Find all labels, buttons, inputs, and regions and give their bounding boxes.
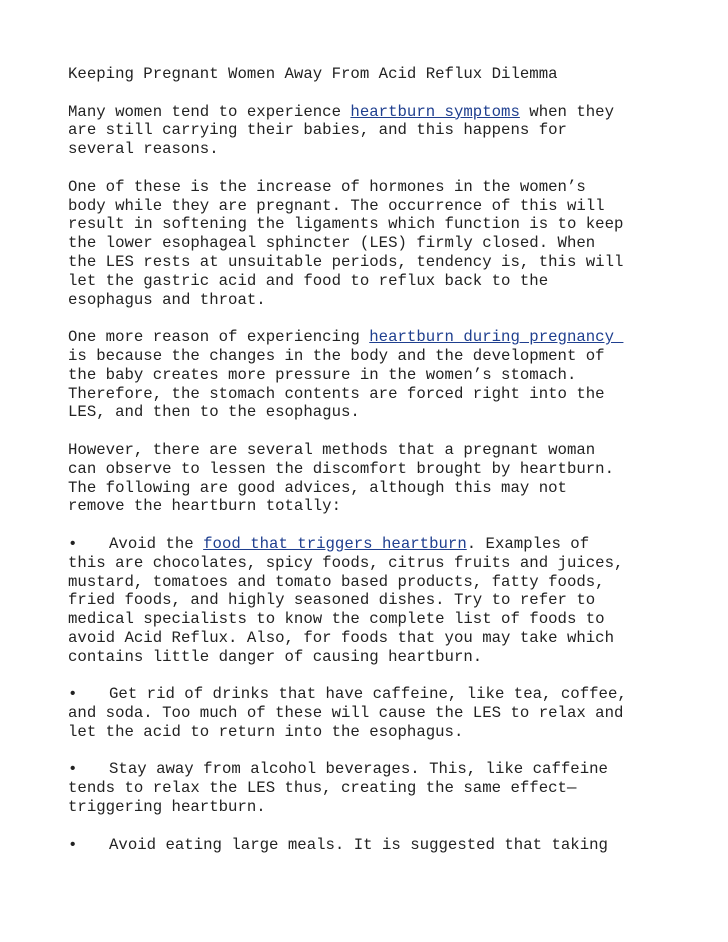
food-triggers-heartburn-link[interactable]: food that triggers heartburn	[203, 534, 467, 553]
paragraph-text: is because the changes in the body and the development of the baby creates more pressure in the women’s stomach. Therefore, the stomach contents are forced right into the LES, and then to the esophagus.	[68, 346, 605, 422]
paragraph-methods: However, there are several methods that a pregnant woman can observe to lessen the discomfort brought by heartburn. The following are good advices, although this may not remove the heartburn totally:	[68, 440, 615, 516]
paragraph-hormones: One of these is the increase of hormones in the women’s body while they are pregnant. The occurrence of this will result in softening the ligaments which function is to keep the lower esophageal sphincter (LES) firmly closed. When the LES rests at unsuitable periods, tendency is, this will let the gastric acid and food to reflux back to the esophagus and throat.	[68, 177, 624, 309]
bullet-text: Get rid of drinks that have caffeine, like tea, coffee, and soda. Too much of these will cause the LES to relax and let the acid to return into the esophagus.	[68, 685, 627, 741]
bullet-text: Avoid the	[109, 534, 204, 553]
bullet-text: Avoid eating large meals. It is suggested that taking	[109, 835, 608, 854]
paragraph-intro	[68, 103, 708, 159]
bullet-icon: •	[68, 835, 78, 854]
bullet-text: . Examples of this are chocolates, spicy foods, citrus fruits and juices, mustard, tomatoes and tomato based products, fatty foods, fried foods, and highly seasoned dishes. Try to refer to medical specialists to know the complete list of foods to avoid Acid Reflux. Also, for foods that you may take which contains little danger of causing heartburn.	[68, 534, 624, 666]
paragraph-text: One more reason of experiencing	[68, 328, 370, 347]
bullet-text: Stay away from alcohol beverages. This, like caffeine tends to relax the LES thus, creating the same effect— triggering heartburn.	[68, 760, 608, 817]
paragraph-pressure	[68, 328, 708, 422]
bullet-icon: •	[68, 760, 78, 779]
document-title: Keeping Pregnant Women Away From Acid Reflux Dilemma	[68, 65, 558, 83]
bullet-icon: •	[68, 685, 78, 704]
paragraph-text: Many women tend to experience	[68, 102, 351, 121]
heartburn-during-pregnancy-link[interactable]: heartburn during pregnancy	[369, 328, 624, 347]
paragraph-text: when they are still carrying their babies, and this happens for several reasons.	[68, 102, 615, 159]
heartburn-symptoms-link[interactable]: heartburn symptoms	[350, 102, 520, 121]
bullet-icon: •	[68, 534, 78, 553]
document-page	[68, 65, 708, 873]
bullet-item-large-meals	[68, 836, 708, 855]
bullet-item-caffeine	[68, 685, 708, 741]
bullet-item-foods	[68, 535, 708, 667]
bullet-item-alcohol	[68, 760, 708, 816]
